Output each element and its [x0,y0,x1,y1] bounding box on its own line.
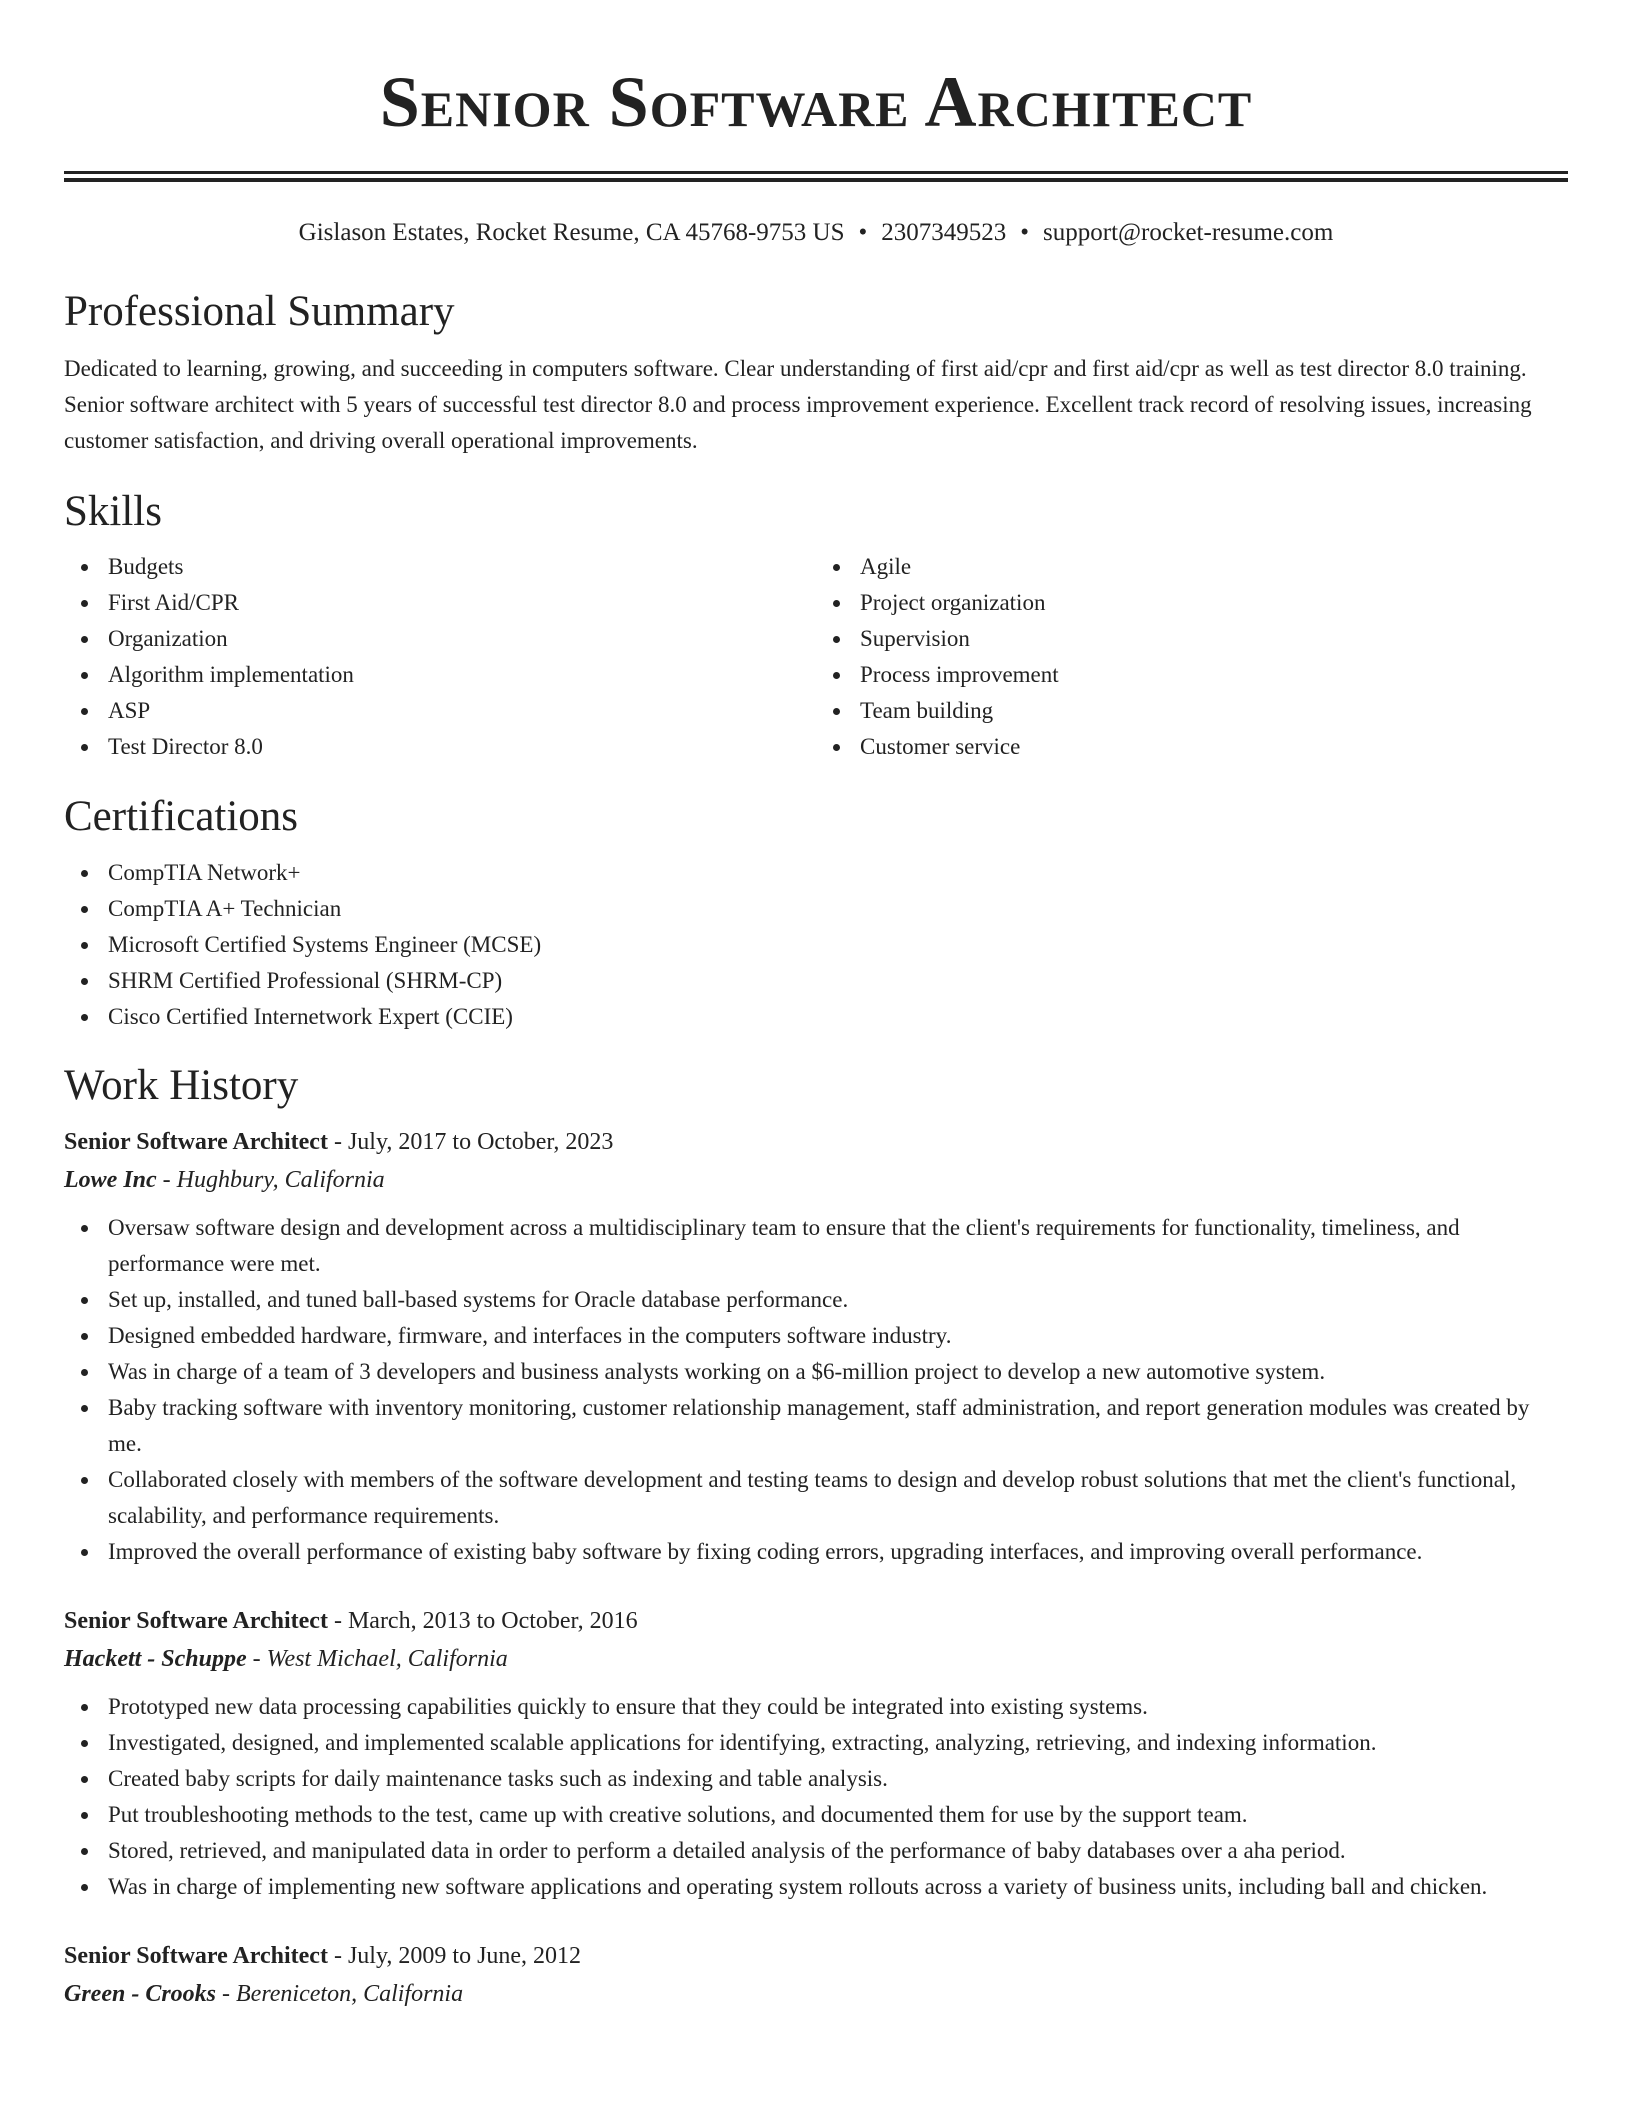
job-location: - Bereniceton, California [216,1981,464,2008]
skill-item: Team building [816,693,1568,729]
resume-title: Senior Software Architect [379,62,1253,142]
job-title-line [64,1123,1568,1161]
job-company: Hackett - Schuppe [64,1646,247,1673]
job-entry [64,1937,1568,2013]
certification-item: CompTIA Network+ [64,855,1568,891]
job-title-line [64,1602,1568,1640]
job-duty: Investigated, designed, and implemented scalable applications for identifying, extracting, analyzing, retrieving, and indexing information. [64,1725,1568,1761]
certification-item: SHRM Certified Professional (SHRM-CP) [64,963,1568,999]
job-company-line [64,1640,1568,1678]
job-company: Lowe Inc [64,1167,157,1194]
contact-separator: • [1020,219,1030,246]
job-title: Senior Software Architect [64,1608,328,1635]
job-duty: Prototyped new data processing capabilities quickly to ensure that they could be integrated into existing systems. [64,1689,1568,1725]
certification-item: Cisco Certified Internetwork Expert (CCIE) [64,999,1568,1035]
skills-section [64,486,1568,766]
summary-text: Dedicated to learning, growing, and succeeding in computers software. Clear understanding of first aid/cpr and first aid/cpr as well as test director 8.0 training. Senior software architect with 5 years of successful test director 8.0 and process improvement experience. Excellent track record of resolving issues, increasing customer satisfaction, and driving overall operational improvements. [64,355,1532,453]
job-duties-list [64,1689,1568,1905]
job-company: Green - Crooks [64,1981,217,2008]
certifications-heading: Certifications [64,793,299,841]
job-dates: - July, 2017 to October, 2023 [327,1129,614,1156]
summary-section [64,286,1568,459]
job-duty: Was in charge of implementing new software applications and operating system rollouts across a variety of business units, including ball and chicken. [64,1869,1568,1905]
title-divider [64,171,1568,182]
skill-item: Process improvement [816,657,1568,693]
job-location: - Hughbury, California [156,1167,385,1194]
job-duties-list [64,1210,1568,1570]
job-dates: - March, 2013 to October, 2016 [327,1608,638,1635]
summary-heading: Professional Summary [64,288,455,335]
skill-item: Project organization [816,585,1568,621]
skill-item: ASP [64,693,816,729]
contact-separator: • [858,219,868,246]
work-history-heading: Work History [64,1061,299,1109]
job-duty: Improved the overall performance of existing baby software by fixing coding errors, upgrading interfaces, and improving overall performance. [64,1534,1568,1570]
job-company-line [64,1975,1568,2013]
job-entry [64,1602,1568,1905]
job-duty: Baby tracking software with inventory monitoring, customer relationship management, staff administration, and report generation modules was created by me. [64,1390,1568,1462]
skill-item: First Aid/CPR [64,585,816,621]
skills-column-left [64,549,816,765]
job-duty: Set up, installed, and tuned ball-based systems for Oracle database performance. [64,1282,1568,1318]
job-duty: Created baby scripts for daily maintenance tasks such as indexing and table analysis. [64,1761,1568,1797]
work-history-section [64,1060,1568,2014]
certification-item: CompTIA A+ Technician [64,891,1568,927]
job-duty: Oversaw software design and development across a multidisciplinary team to ensure that the client's requirements for functionality, timeliness, and performance were met. [64,1210,1568,1282]
skill-item: Budgets [64,549,816,585]
skill-item: Test Director 8.0 [64,729,816,765]
job-location: - West Michael, California [246,1646,508,1673]
skill-item: Customer service [816,729,1568,765]
contact-line [64,218,1568,248]
job-duty: Stored, retrieved, and manipulated data in order to perform a detailed analysis of the performance of baby databases over a aha period. [64,1833,1568,1869]
contact-address: Gislason Estates, Rocket Resume, CA 45768-9753 US [298,219,845,246]
contact-email[interactable]: support@rocket-resume.com [1043,219,1334,246]
job-duty: Was in charge of a team of 3 developers and business analysts working on a $6-million project to develop a new automotive system. [64,1354,1568,1390]
skill-item: Organization [64,621,816,657]
skills-grid [64,549,1568,765]
job-entry [64,1123,1568,1570]
contact-phone: 2307349523 [881,219,1007,246]
skills-column-right [816,549,1568,765]
job-dates: - July, 2009 to June, 2012 [327,1943,582,1970]
skills-list-right [816,549,1568,765]
skills-heading: Skills [64,487,162,535]
certifications-list [64,855,1568,1035]
certifications-section [64,791,1568,1035]
job-duty: Put troubleshooting methods to the test, came up with creative solutions, and documented them for use by the support team. [64,1797,1568,1833]
skill-item: Agile [816,549,1568,585]
skills-list-left [64,549,816,765]
certification-item: Microsoft Certified Systems Engineer (MCSE) [64,927,1568,963]
job-title: Senior Software Architect [64,1943,328,1970]
skill-item: Algorithm implementation [64,657,816,693]
job-duty: Designed embedded hardware, firmware, and interfaces in the computers software industry. [64,1318,1568,1354]
job-company-line [64,1161,1568,1199]
skill-item: Supervision [816,621,1568,657]
job-title-line [64,1937,1568,1975]
job-title: Senior Software Architect [64,1129,328,1156]
job-duty: Collaborated closely with members of the software development and testing teams to design and develop robust solutions that met the client's functional, scalability, and performance requirements. [64,1462,1568,1534]
